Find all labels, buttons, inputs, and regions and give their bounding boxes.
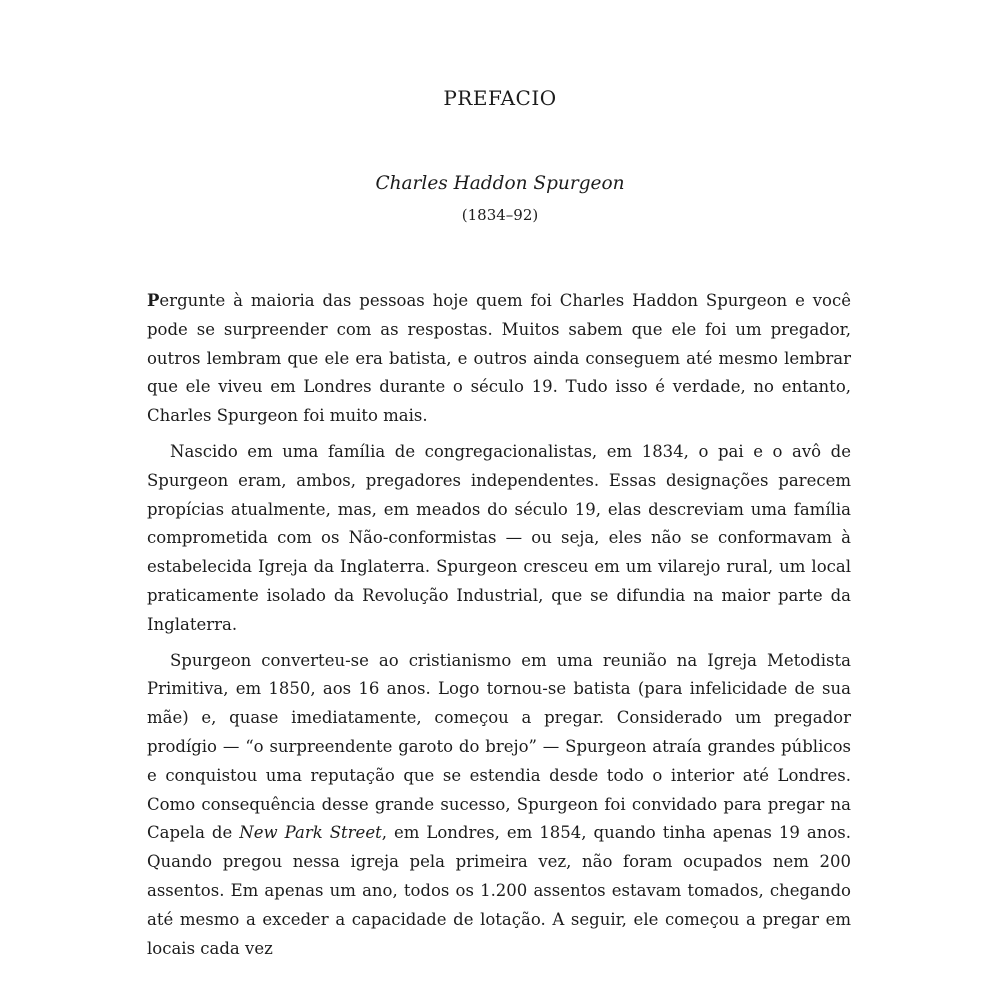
paragraph-1 <box>147 287 851 431</box>
initial-letter: P <box>147 291 160 310</box>
author-dates: (1834–92) <box>461 206 539 224</box>
paragraph-3-text-a: Spurgeon converteu-se ao cristianismo em uma reunião na Igreja Metodista Primitiva, em 1850, aos 16 anos. Logo tornou-se batista (para infelicidade de sua mãe) e, quase imediatamente, começou a pregar. Considerado um pregador prodígio — “o surpreendente garoto do brejo” — Spurgeon atraía grandes públicos e conquistou uma reputação que se estendia desde todo o interior até Londres. Como consequência desse grande sucesso, Spurgeon foi convidado para pregar na Capela de <box>147 650 851 843</box>
body-text <box>147 287 851 970</box>
chapel-name: New Park Street <box>239 823 382 843</box>
paragraph-3-text-b: , em Londres, em 1854, quando tinha apenas 19 anos. Quando pregou nessa igreja pela primeira vez, não foram ocupados nem 200 assentos. Em apenas um ano, todos os 1.200 assentos estavam tomados, chegando até mesmo a exceder a capacidade de lotação. A seguir, ele começou a pregar em locais cada vez <box>147 823 851 958</box>
paragraph-2: Nascido em uma família de congregacionalistas, em 1834, o pai e o avô de Spurgeon eram, ambos, pregadores independentes. Essas designações parecem propícias atualmente, mas, em meados do século 19, elas descreviam uma família comprometida com os Não-conformistas — ou seja, eles não se conformavam à estabelecida Igreja da Inglaterra. Spurgeon cresceu em um vilarejo rural, um local praticamente isolado da Revolução Industrial, que se difundia na maior parte da Inglaterra. <box>147 441 851 634</box>
paragraph-1-text: ergunte à maioria das pessoas hoje quem foi Charles Haddon Spurgeon e você pode se surpreender com as respostas. Muitos sabem que ele foi um pregador, outros lembram que ele era batista, e outros ainda conseguem até mesmo lembrar que ele viveu em Londres durante o século 19. Tudo isso é verdade, no entanto, Charles Spurgeon foi muito mais. <box>147 291 851 426</box>
paragraph-3 <box>147 647 851 964</box>
author-name: Charles Haddon Spurgeon <box>375 173 625 194</box>
page-title: PREFACIO <box>443 86 557 110</box>
